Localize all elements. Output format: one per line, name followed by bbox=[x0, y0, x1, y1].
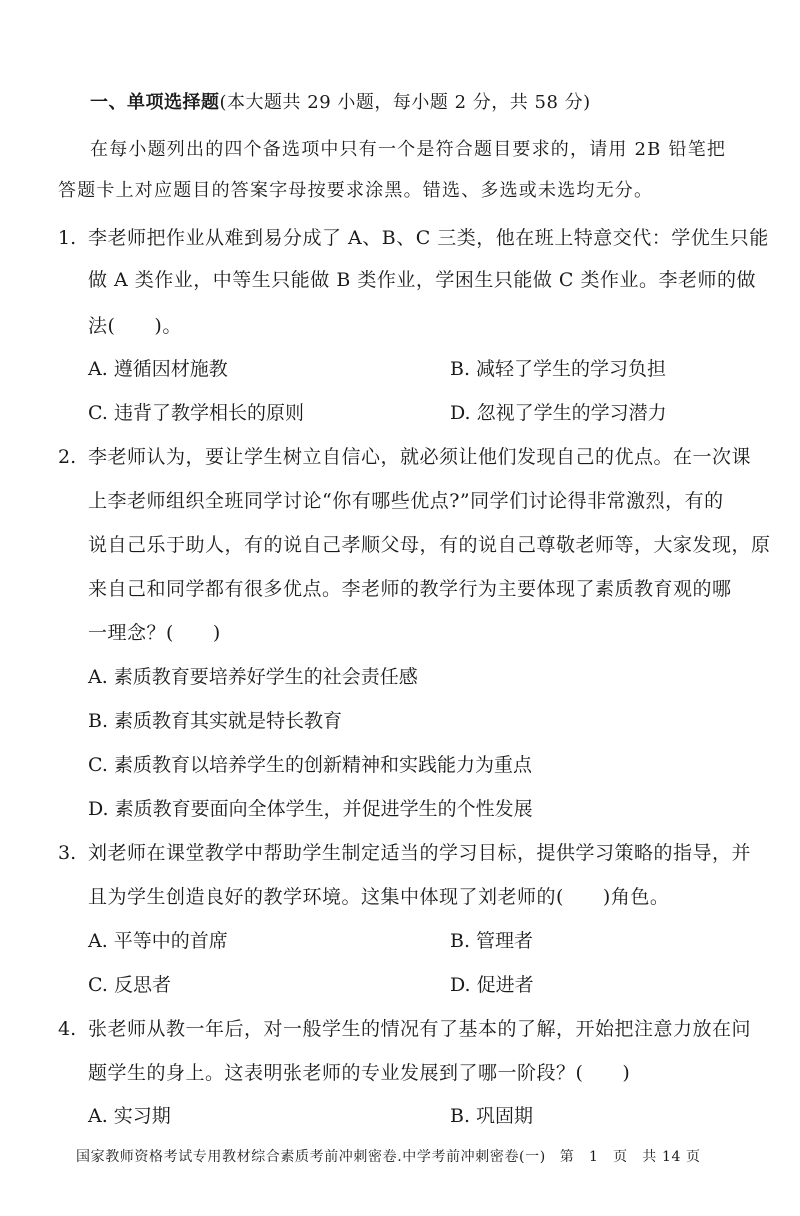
question-1-option-a: A. 遵循因材施教 bbox=[88, 358, 228, 380]
question-1-line-2: 做 A 类作业，中等生只能做 B 类作业，学困生只能做 C 类作业。李老师的做 bbox=[88, 269, 756, 291]
page-footer bbox=[76, 1147, 701, 1167]
question-2-line-1: 李老师认为，要让学生树立自信心，就必须让他们发现自己的优点。在一次课 bbox=[88, 446, 752, 468]
question-4-line-2: 题学生的身上。这表明张老师的专业发展到了哪一阶段？( ) bbox=[88, 1062, 631, 1084]
question-3-option-a: A. 平等中的首席 bbox=[88, 930, 228, 952]
question-1-line-3: 法( )。 bbox=[88, 315, 182, 337]
question-2-line-5: 一理念？( ) bbox=[88, 622, 221, 644]
question-2-option-d: D. 素质教育要面向全体学生，并促进学生的个性发展 bbox=[88, 798, 533, 820]
instructions-line-1: 在每小题列出的四个备选项中只有一个是符合题目要求的，请用 2B 铅笔把 bbox=[90, 139, 727, 160]
question-3-option-b: B. 管理者 bbox=[450, 930, 534, 952]
question-1-line-1: 李老师把作业从难到易分成了 A、B、C 三类，他在班上特意交代：学优生只能 bbox=[88, 227, 769, 249]
question-3-option-d: D. 促进者 bbox=[450, 974, 534, 996]
question-4-option-a: A. 实习期 bbox=[88, 1105, 171, 1127]
question-3-line-1: 刘老师在课堂教学中帮助学生制定适当的学习目标，提供学习策略的指导，并 bbox=[88, 842, 752, 864]
question-4-line-1: 张老师从教一年后，对一般学生的情况有了基本的了解，开始把注意力放在问 bbox=[88, 1018, 752, 1040]
question-2-line-3: 说自己乐于助人，有的说自己孝顺父母，有的说自己尊敬老师等，大家发现，原 bbox=[88, 534, 771, 556]
question-1-option-b: B. 减轻了学生的学习负担 bbox=[450, 358, 667, 380]
footer-book-title: 国家教师资格考试专用教材综合素质考前冲刺密卷.中学考前冲刺密卷(一) bbox=[76, 1149, 546, 1165]
question-3-line-2: 且为学生创造良好的教学环境。这集中体现了刘老师的( )角色。 bbox=[88, 886, 670, 908]
question-2-line-4: 来自己和同学都有很多优点。李老师的教学行为主要体现了素质教育观的哪 bbox=[88, 578, 732, 600]
question-2-option-c: C. 素质教育以培养学生的创新精神和实践能力为重点 bbox=[88, 754, 532, 776]
question-4-option-b: B. 巩固期 bbox=[450, 1105, 534, 1127]
question-2-option-a: A. 素质教育要培养好学生的社会责任感 bbox=[88, 666, 418, 688]
question-3-number: 3. bbox=[58, 842, 77, 864]
question-3-option-c: C. 反思者 bbox=[88, 974, 171, 996]
question-1-option-d: D. 忽视了学生的学习潜力 bbox=[450, 402, 667, 424]
section-title bbox=[90, 90, 591, 116]
question-4-number: 4. bbox=[58, 1018, 77, 1040]
question-2-number: 2. bbox=[58, 446, 77, 468]
section-heading: 一、单项选择题 bbox=[90, 92, 220, 113]
question-1-number: 1. bbox=[58, 227, 77, 249]
question-1-option-c: C. 违背了教学相长的原则 bbox=[88, 402, 304, 424]
instructions-line-2: 答题卡上对应题目的答案字母按要求涂黑。错选、多选或未选均无分。 bbox=[58, 180, 654, 201]
question-2-option-b: B. 素质教育其实就是特长教育 bbox=[88, 710, 343, 732]
footer-page-number: 第 1 页 共 14 页 bbox=[559, 1149, 701, 1165]
section-subheading: (本大题共 29 小题，每小题 2 分，共 58 分) bbox=[219, 92, 591, 113]
question-2-line-2: 上李老师组织全班同学讨论“你有哪些优点?”同学们讨论得非常激烈，有的 bbox=[88, 490, 724, 512]
